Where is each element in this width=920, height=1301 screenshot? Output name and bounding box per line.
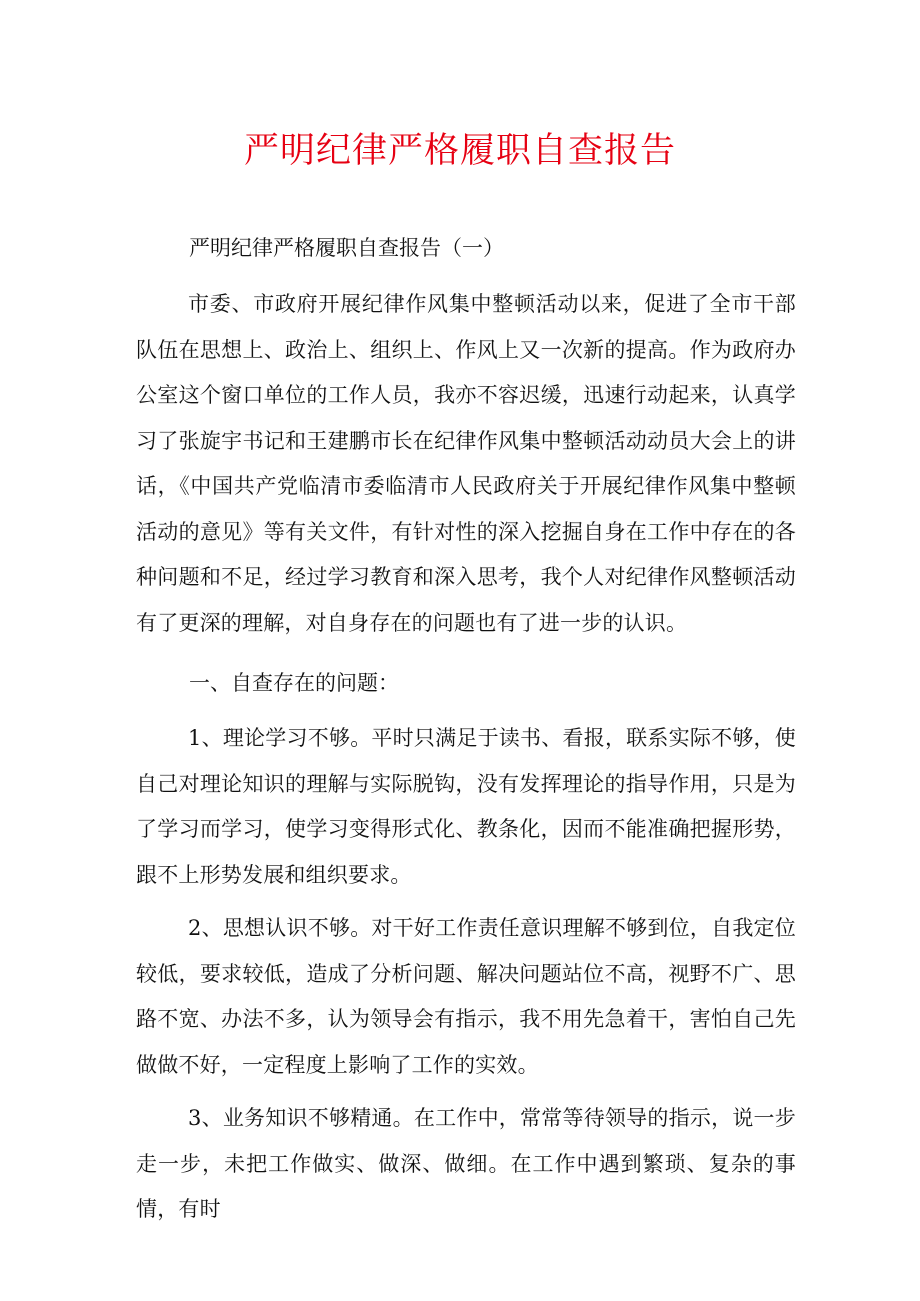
intro-paragraph: 市委、市政府开展纪律作风集中整顿活动以来，促进了全市干部队伍在思想上、政治上、组织上、作风上又一次新的提高。作为政府办公室这个窗口单位的工作人员，我亦不容迟缓，迅速行动起来，认真学习了张旋宇书记和王建鹏市长在纪律作风集中整顿活动动员大会上的讲话，《中国共产党临清市委临清市人民政府关于开展纪律作风集中整顿活动的意见》等有关文件，有针对性的深入挖掘自身在工作中存在的各种问题和不足，经过学习教育和深入思考，我个人对纪律作风整顿活动有了更深的理解，对自身存在的问题也有了进一步的认识。 bbox=[136, 292, 796, 635]
issue-paragraph-3: 3、业务知识不够精通。在工作中，常常等待领导的指示，说一步走一步，未把工作做实、做深、做细。在工作中遇到繁琐、复杂的事情，有时 bbox=[136, 1106, 796, 1221]
document-title: 严明纪律严格履职自查报告 bbox=[243, 131, 676, 171]
issue-paragraph-1: 1、理论学习不够。平时只满足于读书、看报，联系实际不够，使自己对理论知识的理解与实际脱钩，没有发挥理论的指导作用，只是为了学习而学习，使学习变得形式化、教条化，因而不能准确把握形势，跟不上形势发展和组织要求。 bbox=[136, 726, 796, 887]
issue-paragraph-2: 2、思想认识不够。对干好工作责任意识理解不够到位，自我定位较低，要求较低，造成了分析问题、解决问题站位不高，视野不广、思路不宽、办法不多，认为领导会有指示，我不用先急着干，害怕自己先做做不好，一定程度上影响了工作的实效。 bbox=[136, 916, 796, 1077]
section-heading: 一、自查存在的问题： bbox=[189, 671, 399, 695]
document-subtitle: 严明纪律严格履职自查报告（一） bbox=[189, 236, 504, 260]
